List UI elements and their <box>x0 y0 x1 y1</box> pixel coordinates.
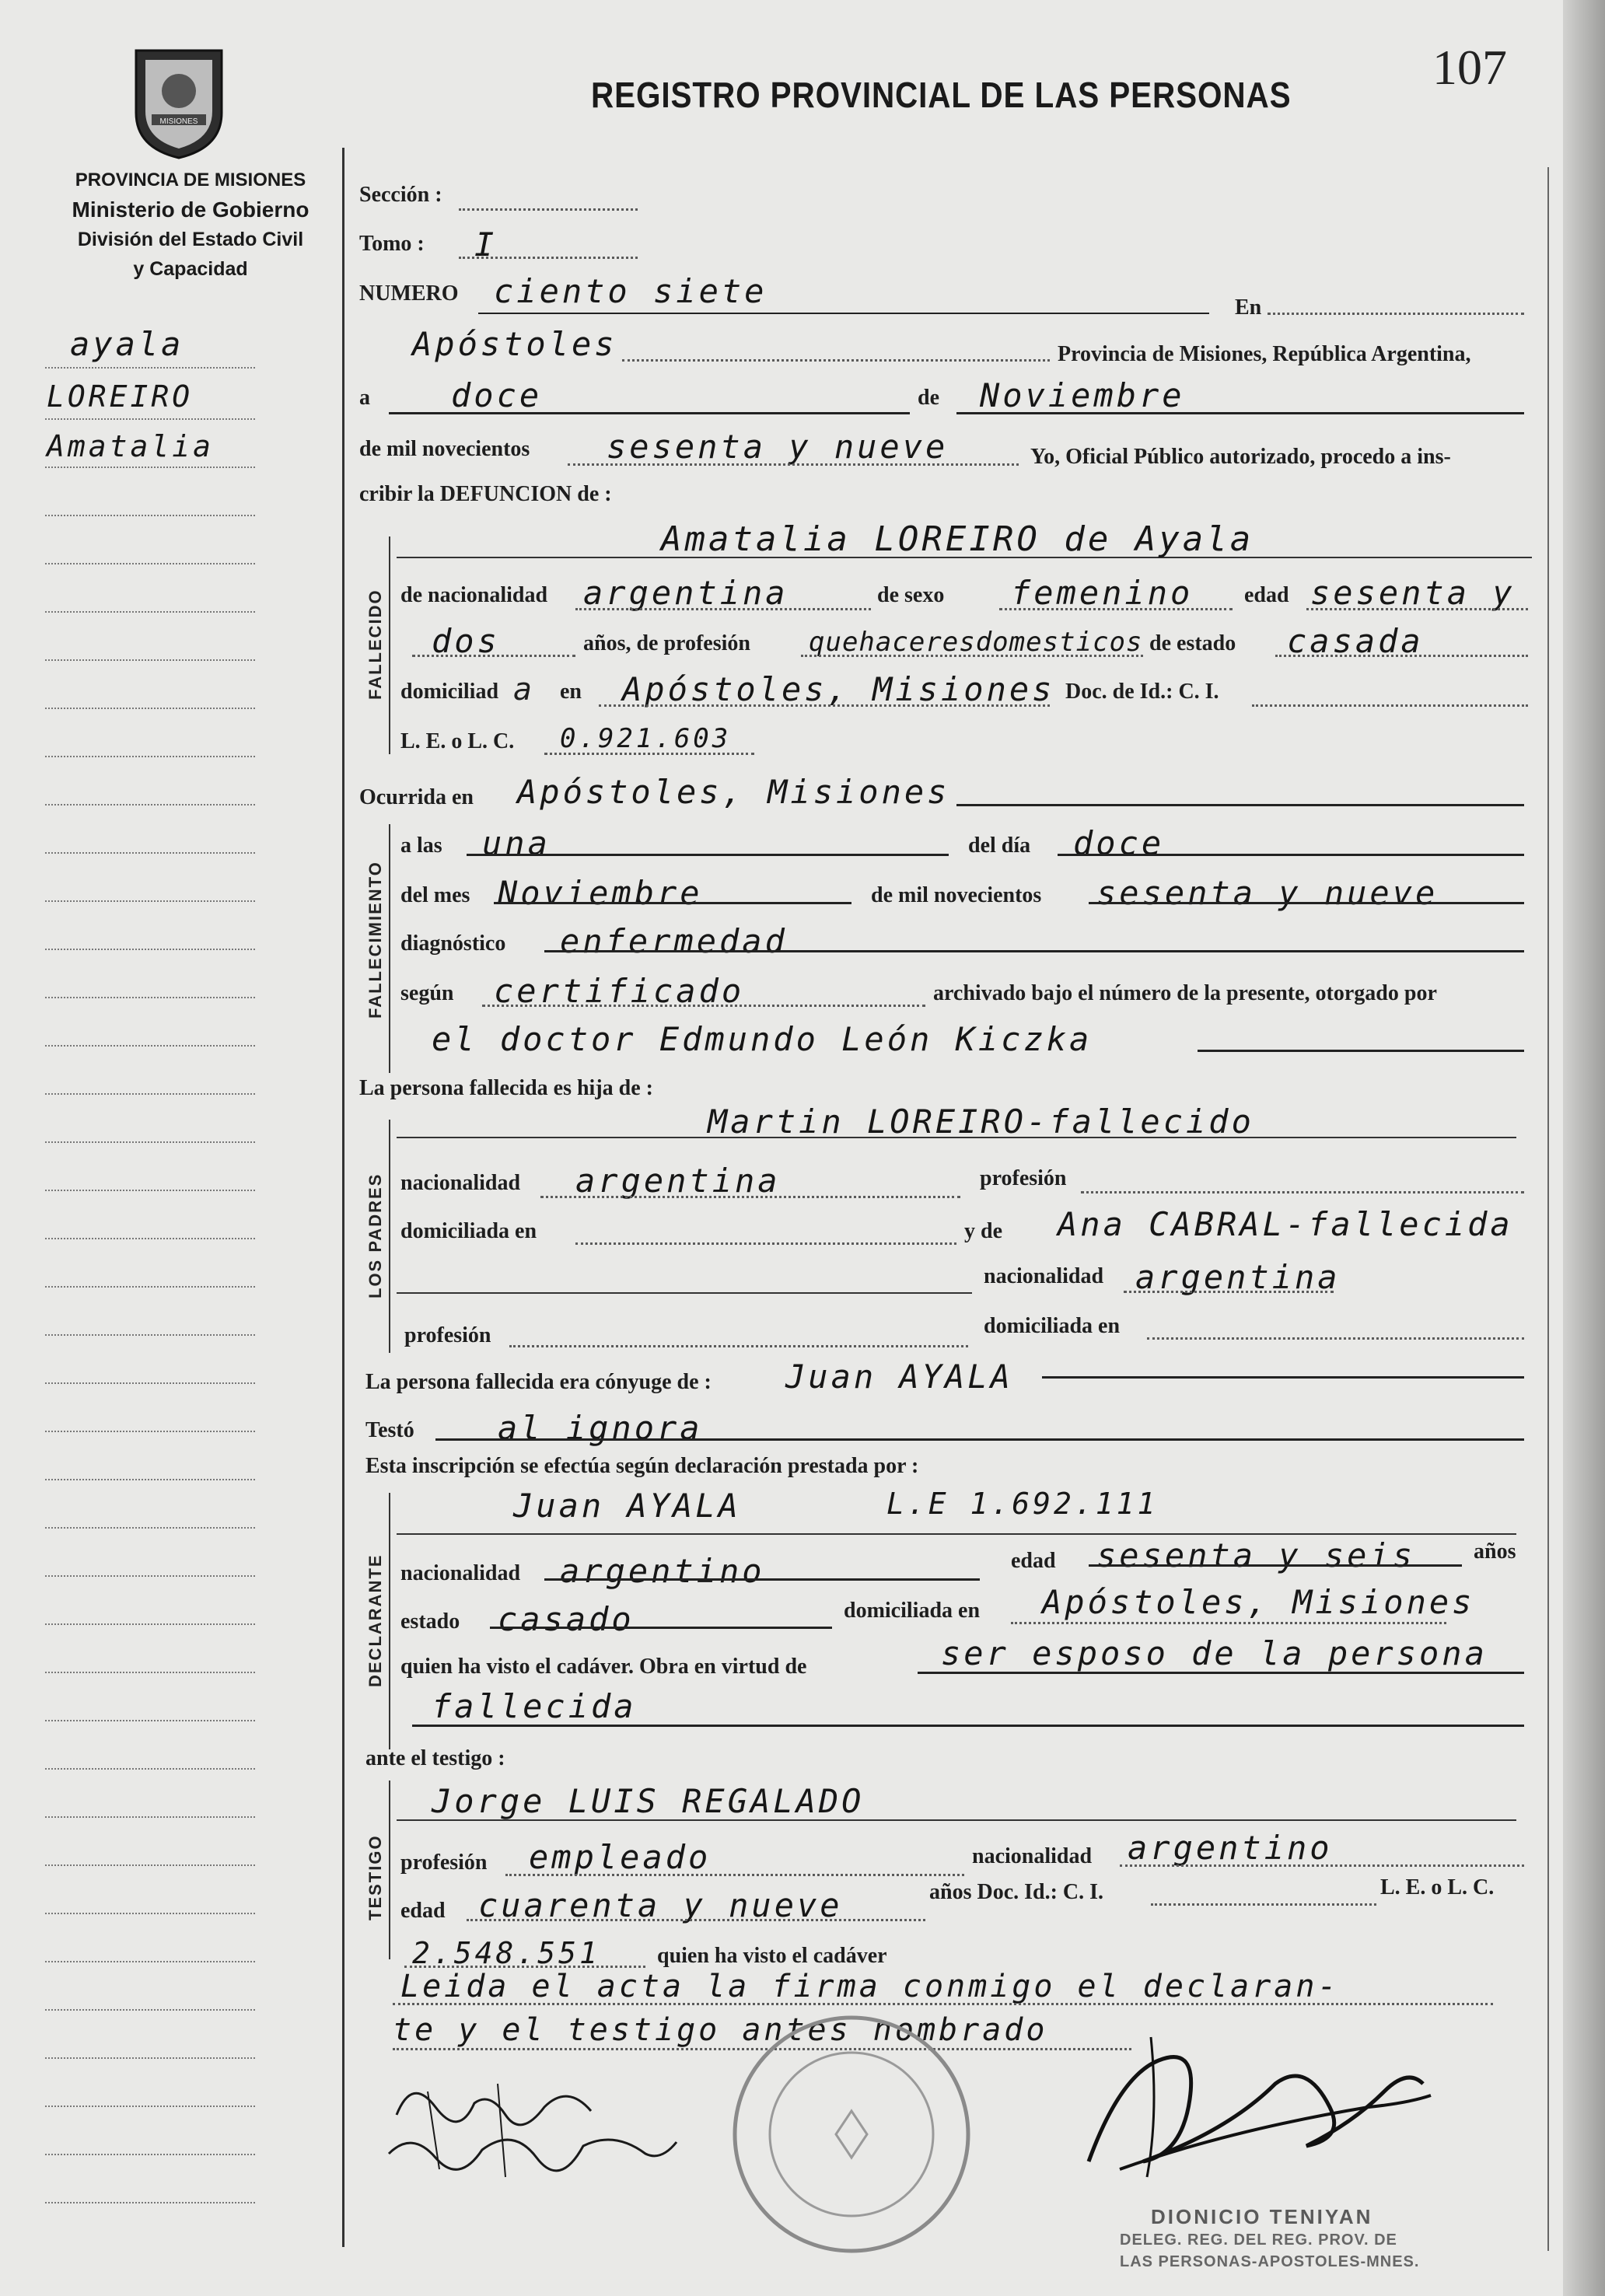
fallecimiento-mes-value: Noviembre <box>498 874 703 912</box>
testigo-quien-label: quien ha visto el cadáver <box>657 1944 887 1968</box>
testigo-edad-value: cuarenta y nueve <box>478 1886 843 1924</box>
testigo-profesion-label: profesión <box>400 1850 488 1875</box>
fallecido-edad-value: sesenta y <box>1310 574 1516 612</box>
fallecido-en-label: en <box>560 680 582 704</box>
stamp-line-1: DIONICIO TENIYAN <box>1151 2205 1373 2228</box>
padres-profesion2-label: profesión <box>404 1323 491 1347</box>
conyuge-value: Juan AYALA <box>785 1358 1013 1396</box>
fallecido-anos-label: años, de profesión <box>583 631 750 655</box>
declarante-virtud-value: ser esposo de la persona <box>941 1634 1488 1672</box>
official-round-stamp <box>723 2006 980 2263</box>
fallecido-nacionalidad-label: de nacionalidad <box>400 583 548 607</box>
fallecimiento-del-dia-label: del día <box>968 833 1031 858</box>
page-number: 107 <box>1432 40 1507 95</box>
fallecido-profesion-value: quehaceresdomesticos <box>809 627 1143 658</box>
fallecido-caption: FALLECIDO <box>365 589 385 700</box>
header-capacidad: y Capacidad <box>133 258 248 280</box>
fallecido-le-value: 0.921.603 <box>560 723 732 754</box>
padres-nacionalidad-value: argentina <box>575 1162 781 1200</box>
margin-name-3: Amatalia <box>47 429 215 463</box>
testigo-profesion-value: empleado <box>529 1838 712 1876</box>
fallecido-edad-value-2: dos <box>432 622 500 660</box>
fallecido-name: Amatalia LOREIRO de Ayala <box>661 519 1254 559</box>
fallecimiento-segun-label: según <box>400 981 454 1005</box>
fallecimiento-diagnostico-label: diagnóstico <box>400 931 506 956</box>
fallecido-nacionalidad-value: argentina <box>583 574 789 612</box>
place-value: Apóstoles <box>412 325 617 363</box>
padres-caption: LOS PADRES <box>365 1172 385 1298</box>
madre-value: Ana CABRAL-fallecida <box>1058 1205 1513 1243</box>
stamp-line-3: LAS PERSONAS-APOSTOLES-MNES. <box>1120 2253 1420 2270</box>
declarante-domiciliada-label: domiciliada en <box>844 1599 981 1623</box>
page-edge <box>1563 0 1605 2296</box>
testigo-anos-label: años Doc. Id.: C. I. <box>929 1880 1104 1904</box>
year-prefix: de mil novecientos <box>359 437 530 461</box>
declarante-virtud-value-2: fallecida <box>432 1687 637 1725</box>
margin-name-2: LOREIRO <box>47 379 194 414</box>
padres-nacionalidad2-value: argentina <box>1135 1258 1341 1296</box>
signature-declarante <box>381 2060 692 2185</box>
testigo-caption: TESTIGO <box>365 1834 385 1920</box>
padres-profesion-label: profesión <box>980 1166 1067 1190</box>
declarante-nacionalidad-label: nacionalidad <box>400 1561 521 1585</box>
margin-name-1: ayala <box>70 325 184 363</box>
svg-text:MISIONES: MISIONES <box>159 117 198 126</box>
header-division: División del Estado Civil <box>77 229 304 250</box>
testo-value: al ignora <box>498 1409 703 1447</box>
official-text: Yo, Oficial Público autorizado, procedo a ins- <box>1030 445 1451 469</box>
fallecido-estado-label: de estado <box>1149 631 1236 655</box>
testigo-le-value: 2.548.551 <box>412 1936 600 1970</box>
fallecimiento-anio-value: sesenta y nueve <box>1096 874 1439 912</box>
closing-line-1: Leida el acta la firma conmigo el declaran- <box>400 1969 1340 2004</box>
padres-nacionalidad-label: nacionalidad <box>400 1171 521 1195</box>
declaracion-intro: Esta inscripción se efectúa según declaración prestada por : <box>365 1454 919 1478</box>
declarante-domicilio-value: Apóstoles, Misiones <box>1042 1583 1475 1621</box>
fallecido-le-label: L. E. o L. C. <box>400 729 515 753</box>
day-value: doce <box>451 376 543 414</box>
padres-nacionalidad2-label: nacionalidad <box>984 1264 1104 1288</box>
signature-official <box>1073 2014 1446 2193</box>
fallecimiento-archivado-label: archivado bajo el número de la presente, otorgado por <box>933 981 1437 1005</box>
declarante-estado-value: casado <box>498 1600 635 1638</box>
province-label: Provincia de Misiones, República Argentina, <box>1058 342 1471 366</box>
padres-domiciliada-label: domiciliada en <box>400 1219 537 1243</box>
padres-domiciliada2-label: domiciliada en <box>984 1314 1121 1338</box>
declarante-edad-label: edad <box>1011 1549 1056 1573</box>
fallecimiento-anio-label: de mil novecientos <box>871 883 1042 907</box>
testigo-ante-label: ante el testigo : <box>365 1746 505 1770</box>
month-value: Noviembre <box>980 376 1185 414</box>
declarante-nacionalidad-value: argentino <box>560 1552 765 1590</box>
declarante-caption: DECLARANTE <box>365 1553 385 1687</box>
a-label: a <box>359 386 370 410</box>
fallecido-domiciliado-label: domiciliad a <box>400 672 533 708</box>
fallecido-sexo-label: de sexo <box>877 583 945 607</box>
closing-line-2: te y el testigo antes nombrado <box>393 2012 1048 2048</box>
official-text-2: cribir la DEFUNCION de : <box>359 482 612 506</box>
stamp-line-2: DELEG. REG. DEL REG. PROV. DE <box>1120 2231 1397 2249</box>
fallecido-domicilio-value: Apóstoles, Misiones <box>622 670 1055 708</box>
declarante-quien-label: quien ha visto el cadáver. Obra en virtud de <box>400 1655 807 1679</box>
page-title: REGISTRO PROVINCIAL DE LAS PERSONAS <box>591 75 1292 115</box>
fallecimiento-dia-value: doce <box>1073 824 1165 862</box>
coat-of-arms-seal <box>128 43 229 159</box>
declarante-doc: L.E 1.692.111 <box>886 1487 1159 1521</box>
tomo-label: Tomo : <box>359 232 425 256</box>
en-label: En <box>1235 295 1262 320</box>
fallecido-sexo-value: femenino <box>1011 574 1194 612</box>
testigo-edad-label: edad <box>400 1899 446 1923</box>
seccion-label: Sección : <box>359 183 442 207</box>
declarante-anos-label: años <box>1474 1539 1516 1564</box>
fallecimiento-segun-value: certificado <box>494 972 745 1010</box>
fallecimiento-caption: FALLECIMIENTO <box>365 861 385 1019</box>
fallecido-doc-label: Doc. de Id.: C. I. <box>1065 680 1219 704</box>
fallecimiento-hora-value: una <box>482 824 551 862</box>
numero-label: NUMERO <box>359 281 459 306</box>
header-province: PROVINCIA DE MISIONES <box>75 169 306 190</box>
fallecido-domiciliado-suffix: a <box>513 672 533 708</box>
fallecido-edad-label: edad <box>1244 583 1289 607</box>
declarante-edad-value: sesenta y seis <box>1096 1536 1416 1574</box>
padres-y-de-label: y de <box>964 1219 1002 1243</box>
padres-intro: La persona fallecida es hija de : <box>359 1076 653 1100</box>
ocurrida-label: Ocurrida en <box>359 785 474 809</box>
declarante-estado-label: estado <box>400 1609 460 1634</box>
testigo-nacionalidad-value: argentino <box>1128 1829 1333 1867</box>
tomo-value: I <box>474 225 498 264</box>
fallecido-estado-value: casada <box>1287 622 1424 660</box>
testigo-nacionalidad-label: nacionalidad <box>972 1844 1093 1868</box>
fallecimiento-diagnostico-value: enfermedad <box>560 922 788 960</box>
padre-value: Martin LOREIRO-fallecido <box>708 1103 1254 1141</box>
fallecimiento-del-mes-label: del mes <box>400 883 470 907</box>
year-value: sesenta y nueve <box>607 428 949 466</box>
header-ministry: Ministerio de Gobierno <box>72 197 309 222</box>
numero-value: ciento siete <box>494 272 768 310</box>
declarante-name: Juan AYALA <box>513 1487 741 1525</box>
testo-label: Testó <box>365 1418 414 1442</box>
testigo-name: Jorge LUIS REGALADO <box>432 1782 865 1820</box>
de-label: de <box>918 386 939 410</box>
ocurrida-value: Apóstoles, Misiones <box>517 773 950 811</box>
fallecimiento-medico-value: el doctor Edmundo León Kiczka <box>432 1020 1093 1058</box>
conyuge-label: La persona fallecida era cónyuge de : <box>365 1370 712 1394</box>
fallecimiento-a-las-label: a las <box>400 833 442 858</box>
testigo-le-label: L. E. o L. C. <box>1380 1875 1495 1899</box>
